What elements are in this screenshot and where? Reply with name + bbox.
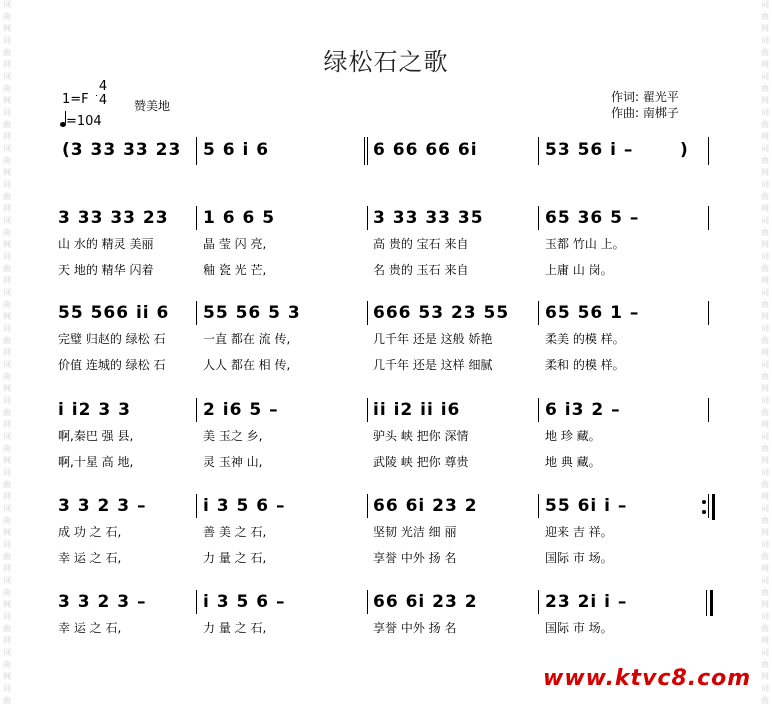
measure-notes: 3 3 2 3 – bbox=[58, 592, 147, 612]
watermark-char: 词 bbox=[761, 0, 769, 9]
watermark-char: 词 bbox=[761, 36, 769, 45]
lyric-verse-1: 完璧 归赵的 绿松 石 bbox=[58, 332, 166, 346]
watermark-char: 词 bbox=[761, 432, 769, 441]
watermark-char: 词 bbox=[3, 360, 11, 369]
watermark-char: 网 bbox=[761, 24, 769, 33]
watermark-char: 网 bbox=[3, 96, 11, 105]
watermark-char: 网 bbox=[3, 24, 11, 33]
watermark-char: 词 bbox=[761, 504, 769, 513]
watermark-char: 网 bbox=[761, 492, 769, 501]
measure-notes: 55 6i i – bbox=[545, 496, 628, 516]
watermark-char: 曲 bbox=[761, 372, 769, 381]
watermark-char: 网 bbox=[761, 420, 769, 429]
watermark-char: 曲 bbox=[3, 48, 11, 57]
watermark-char: 网 bbox=[761, 348, 769, 357]
lyric-verse-1: 晶 莹 闪 亮, bbox=[203, 237, 267, 251]
watermark-char: 曲 bbox=[3, 12, 11, 21]
measure-notes: 65 56 1 – bbox=[545, 303, 640, 323]
lyric-verse-1: 山 水的 精灵 美丽 bbox=[58, 237, 154, 251]
watermark-char: 网 bbox=[761, 672, 769, 681]
measure-notes: 2 i6 5 – bbox=[203, 400, 279, 420]
lyric-verse-2: 力 量 之 石, bbox=[203, 551, 267, 565]
watermark-char: 网 bbox=[3, 600, 11, 609]
watermark-char: 曲 bbox=[761, 336, 769, 345]
lyric-verse-2: 名 贵的 玉石 来自 bbox=[373, 263, 469, 277]
lyric-verse-1: 地 珍 藏。 bbox=[545, 429, 601, 443]
lyric-verse-2: 几千年 还是 这样 细腻 bbox=[373, 358, 493, 372]
lyric-verse-1: 成 功 之 石, bbox=[58, 525, 122, 539]
watermark-char: 词 bbox=[761, 468, 769, 477]
watermark-char: 网 bbox=[3, 312, 11, 321]
lyric-verse-2: 武陵 峡 把你 尊贵 bbox=[373, 455, 469, 469]
watermark-char: 网 bbox=[3, 168, 11, 177]
watermark-char: 词 bbox=[761, 180, 769, 189]
lyric-verse-1: 坚韧 光洁 细 丽 bbox=[373, 525, 457, 539]
measure-notes: 23 2i i – bbox=[545, 592, 628, 612]
lyric-verse-1: 国际 市 场。 bbox=[545, 621, 613, 635]
watermark-char: 词 bbox=[3, 612, 11, 621]
lyric-verse-1: 幸 运 之 石, bbox=[58, 621, 122, 635]
measure-notes: 66 6i 23 2 bbox=[373, 496, 478, 516]
measure-notes: i i2 3 3 bbox=[58, 400, 131, 420]
watermark-char: 网 bbox=[3, 420, 11, 429]
watermark-char: 词 bbox=[3, 252, 11, 261]
watermark-char: 词 bbox=[3, 324, 11, 333]
watermark-char: 词 bbox=[3, 648, 11, 657]
watermark-char: 词 bbox=[761, 396, 769, 405]
watermark-char: 网 bbox=[3, 348, 11, 357]
measure-notes: (3 33 33 23 bbox=[62, 140, 182, 160]
watermark-char: 词 bbox=[3, 72, 11, 81]
measure-notes: 1 6 6 5 bbox=[203, 208, 276, 228]
watermark-char: 词 bbox=[3, 396, 11, 405]
watermark-char: 曲 bbox=[761, 588, 769, 597]
watermark-char: 词 bbox=[3, 144, 11, 153]
watermark-char: 网 bbox=[761, 240, 769, 249]
lyric-verse-1: 柔美 的模 样。 bbox=[545, 332, 625, 346]
watermark-char: 网 bbox=[3, 672, 11, 681]
watermark-char: 网 bbox=[761, 564, 769, 573]
watermark-char: 网 bbox=[3, 276, 11, 285]
lyric-verse-2: 享誉 中外 扬 名 bbox=[373, 551, 457, 565]
watermark-left bbox=[0, 0, 14, 715]
measure-notes: 3 33 33 23 bbox=[58, 208, 169, 228]
lyric-verse-2: 价值 连城的 绿松 石 bbox=[58, 358, 166, 372]
watermark-char: 词 bbox=[761, 252, 769, 261]
watermark-char: 网 bbox=[761, 384, 769, 393]
watermark-char: 网 bbox=[761, 204, 769, 213]
watermark-char: 曲 bbox=[761, 156, 769, 165]
watermark-char: 词 bbox=[761, 612, 769, 621]
lyric-verse-1: 力 量 之 石, bbox=[203, 621, 267, 635]
watermark-char: 网 bbox=[3, 636, 11, 645]
lyric-verse-1: 驴头 峡 把你 深情 bbox=[373, 429, 469, 443]
watermark-char: 网 bbox=[761, 60, 769, 69]
watermark-char: 曲 bbox=[3, 552, 11, 561]
measure-notes: 3 3 2 3 – bbox=[58, 496, 147, 516]
time-signature bbox=[96, 80, 110, 108]
watermark-char: 曲 bbox=[761, 552, 769, 561]
watermark-char: 词 bbox=[761, 324, 769, 333]
watermark-char: 词 bbox=[3, 0, 11, 9]
watermark-char: 曲 bbox=[761, 228, 769, 237]
watermark-char: 词 bbox=[3, 684, 11, 693]
watermark-char: 曲 bbox=[761, 696, 769, 705]
lyric-verse-2: 啊,十星 高 地, bbox=[58, 455, 134, 469]
lyric-verse-2: 幸 运 之 石, bbox=[58, 551, 122, 565]
measure-notes: 5 6 i 6 bbox=[203, 140, 270, 160]
measure-notes: 3 33 33 35 bbox=[373, 208, 484, 228]
watermark-char: 词 bbox=[3, 108, 11, 117]
watermark-char: 曲 bbox=[3, 480, 11, 489]
watermark-char: 网 bbox=[761, 96, 769, 105]
watermark-char: 曲 bbox=[3, 156, 11, 165]
watermark-char: 词 bbox=[761, 540, 769, 549]
watermark-char: 网 bbox=[3, 492, 11, 501]
watermark-char: 曲 bbox=[761, 624, 769, 633]
watermark-char: 曲 bbox=[3, 84, 11, 93]
tempo-marking: =104 bbox=[60, 113, 102, 129]
watermark-char: 网 bbox=[761, 132, 769, 141]
watermark-char: 词 bbox=[761, 216, 769, 225]
watermark-char: 曲 bbox=[761, 192, 769, 201]
lyric-verse-1: 迎来 吉 祥。 bbox=[545, 525, 613, 539]
watermark-char: 词 bbox=[761, 144, 769, 153]
watermark-char: 曲 bbox=[3, 336, 11, 345]
watermark-right bbox=[758, 0, 772, 715]
watermark-char: 网 bbox=[3, 240, 11, 249]
lyric-verse-1: 善 美 之 石, bbox=[203, 525, 267, 539]
watermark-char: 网 bbox=[3, 456, 11, 465]
watermark-char: 词 bbox=[761, 576, 769, 585]
watermark-char: 网 bbox=[3, 564, 11, 573]
watermark-char: 曲 bbox=[3, 372, 11, 381]
watermark-char: 词 bbox=[761, 288, 769, 297]
lyric-verse-2: 上庸 山 岗。 bbox=[545, 263, 613, 277]
measure-notes: 53 56 i – bbox=[545, 140, 634, 160]
measure-notes: 55 56 5 3 bbox=[203, 303, 301, 323]
lyric-verse-2: 国际 市 场。 bbox=[545, 551, 613, 565]
watermark-char: 曲 bbox=[3, 660, 11, 669]
watermark-char: 词 bbox=[3, 288, 11, 297]
watermark-char: 词 bbox=[3, 36, 11, 45]
watermark-char: 曲 bbox=[761, 480, 769, 489]
measure-notes: 6 66 66 6i bbox=[373, 140, 478, 160]
watermark-char: 曲 bbox=[761, 660, 769, 669]
lyric-verse-1: 几千年 还是 这般 娇艳 bbox=[373, 332, 493, 346]
lyric-verse-2: 柔和 的模 样。 bbox=[545, 358, 625, 372]
measure-notes: 66 6i 23 2 bbox=[373, 592, 478, 612]
expression-marking: 赞美地 bbox=[134, 99, 171, 113]
song-title: 绿松石之歌 bbox=[323, 48, 449, 76]
watermark-char: 词 bbox=[761, 108, 769, 117]
watermark-char: 曲 bbox=[761, 300, 769, 309]
watermark-char: 网 bbox=[761, 312, 769, 321]
watermark-char: 曲 bbox=[3, 228, 11, 237]
watermark-char: 曲 bbox=[761, 48, 769, 57]
lyric-verse-1: 一直 都在 流 传, bbox=[203, 332, 291, 346]
measure-notes: i 3 5 6 – bbox=[203, 496, 286, 516]
watermark-char: 网 bbox=[761, 168, 769, 177]
watermark-char: 曲 bbox=[3, 264, 11, 273]
watermark-char: 词 bbox=[3, 504, 11, 513]
watermark-char: 曲 bbox=[761, 120, 769, 129]
watermark-char: 词 bbox=[3, 180, 11, 189]
watermark-char: 曲 bbox=[3, 192, 11, 201]
watermark-char: 词 bbox=[761, 72, 769, 81]
watermark-char: 曲 bbox=[761, 408, 769, 417]
watermark-char: 网 bbox=[3, 60, 11, 69]
watermark-char: 词 bbox=[3, 540, 11, 549]
watermark-char: 网 bbox=[3, 132, 11, 141]
watermark-char: 曲 bbox=[761, 12, 769, 21]
watermark-char: 网 bbox=[761, 276, 769, 285]
watermark-char: 词 bbox=[761, 360, 769, 369]
watermark-char: 词 bbox=[3, 216, 11, 225]
watermark-char: 词 bbox=[3, 432, 11, 441]
watermark-char: 曲 bbox=[3, 516, 11, 525]
watermark-char: 网 bbox=[3, 528, 11, 537]
watermark-char: 曲 bbox=[3, 624, 11, 633]
time-sig-bottom: 4 bbox=[98, 93, 108, 108]
lyric-verse-2: 釉 瓷 光 芒, bbox=[203, 263, 267, 277]
watermark-char: 曲 bbox=[761, 84, 769, 93]
lyric-verse-1: 享誉 中外 扬 名 bbox=[373, 621, 457, 635]
watermark-char: 曲 bbox=[3, 444, 11, 453]
watermark-char: 曲 bbox=[3, 696, 11, 705]
watermark-char: 网 bbox=[761, 528, 769, 537]
lyric-verse-2: 天 地的 精华 闪着 bbox=[58, 263, 154, 277]
watermark-char: 词 bbox=[3, 576, 11, 585]
measure-notes: 55 566 ii 6 bbox=[58, 303, 170, 323]
watermark-char: 词 bbox=[3, 468, 11, 477]
key-signature: 1=F bbox=[62, 92, 89, 107]
watermark-char: 网 bbox=[3, 384, 11, 393]
watermark-char: 词 bbox=[761, 648, 769, 657]
watermark-char: 曲 bbox=[3, 120, 11, 129]
measure-notes: 666 53 23 55 bbox=[373, 303, 510, 323]
lyric-verse-1: 玉都 竹山 上。 bbox=[545, 237, 625, 251]
measure-notes: ii i2 ii i6 bbox=[373, 400, 461, 420]
time-sig-top: 4 bbox=[98, 79, 108, 94]
lyric-verse-1: 美 玉之 乡, bbox=[203, 429, 263, 443]
watermark-char: 曲 bbox=[3, 300, 11, 309]
measure-notes: ) bbox=[680, 140, 689, 160]
site-watermark: www.ktvc8.com bbox=[543, 666, 752, 691]
lyric-verse-2: 灵 玉神 山, bbox=[203, 455, 263, 469]
measure-notes: 65 36 5 – bbox=[545, 208, 640, 228]
watermark-char: 词 bbox=[761, 684, 769, 693]
watermark-char: 网 bbox=[3, 204, 11, 213]
lyric-verse-2: 地 典 藏。 bbox=[545, 455, 601, 469]
watermark-char: 曲 bbox=[761, 264, 769, 273]
lyric-verse-1: 高 贵的 宝石 来自 bbox=[373, 237, 469, 251]
measure-notes: 6 i3 2 – bbox=[545, 400, 621, 420]
watermark-char: 网 bbox=[761, 600, 769, 609]
watermark-char: 网 bbox=[761, 636, 769, 645]
composer-credit: 作曲: 南梆子 bbox=[611, 106, 679, 120]
watermark-char: 曲 bbox=[3, 588, 11, 597]
lyric-verse-1: 啊,秦巴 强 县, bbox=[58, 429, 134, 443]
lyricist-credit: 作词: 翟光平 bbox=[611, 90, 679, 104]
watermark-char: 曲 bbox=[761, 444, 769, 453]
watermark-char: 网 bbox=[761, 456, 769, 465]
watermark-char: 曲 bbox=[761, 516, 769, 525]
lyric-verse-2: 人人 都在 相 传, bbox=[203, 358, 291, 372]
watermark-char: 曲 bbox=[3, 408, 11, 417]
measure-notes: i 3 5 6 – bbox=[203, 592, 286, 612]
